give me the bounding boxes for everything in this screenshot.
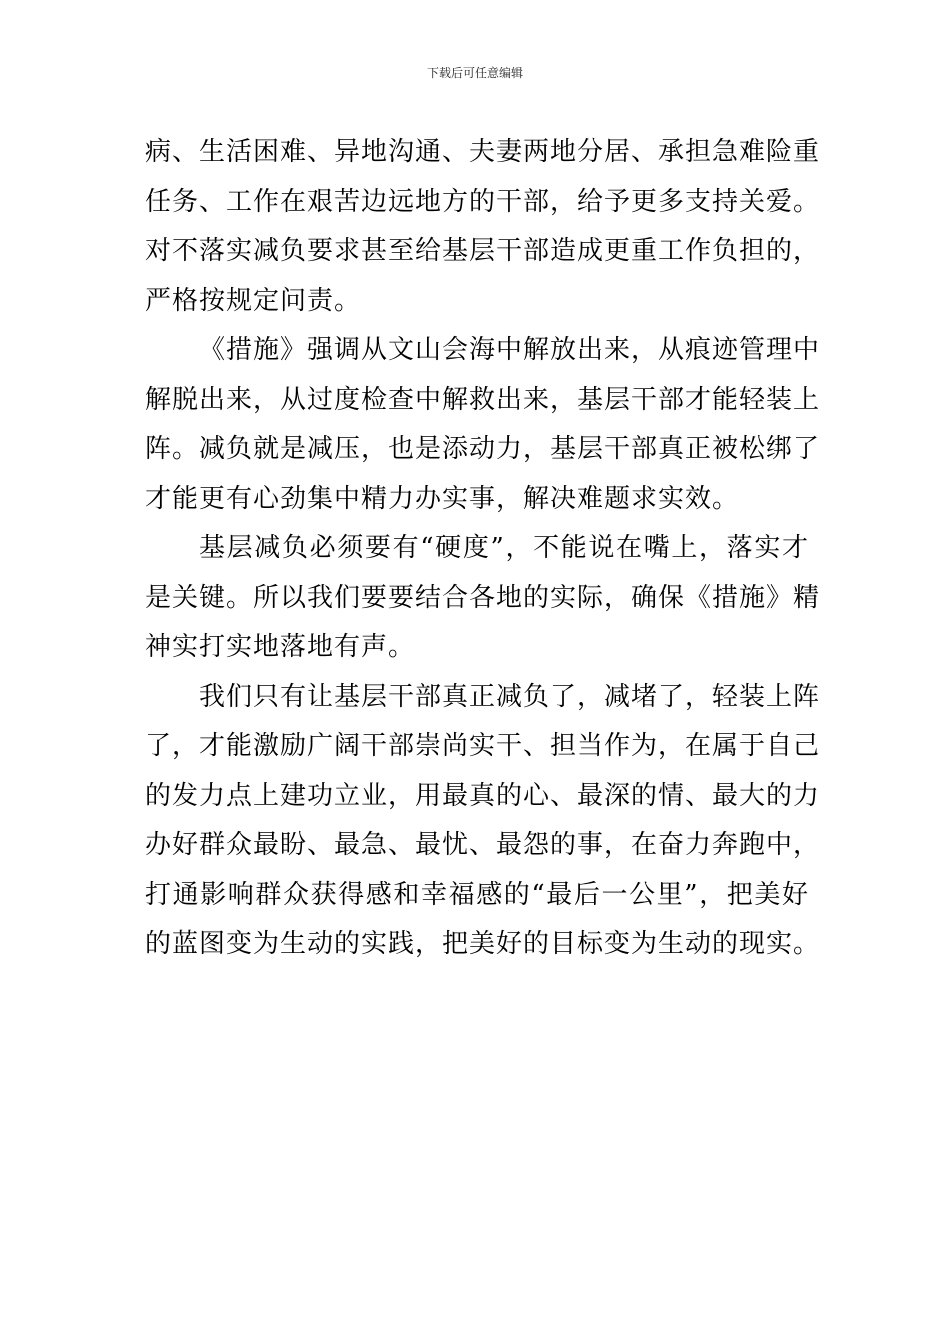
text-line: 病、生活困难、异地沟通、夫妻两地分居、承担急难险重: [145, 137, 821, 167]
text-line: 对不落实减负要求甚至给基层干部造成更重工作负担的，: [145, 236, 821, 266]
text-line: 的发力点上建功立业，用最真的心、最深的情、最大的力: [145, 780, 821, 811]
text-line: 神实打实地落地有声。: [145, 632, 416, 662]
text-line: 了，才能激励广阔干部崇尚实干、担当作为，在属于自己: [145, 731, 821, 761]
paragraph-1: [145, 128, 821, 326]
paragraph-3: [145, 524, 821, 673]
text-line: 《措施》强调从文山会海中解放出来，从痕迹管理中: [199, 335, 821, 365]
document-body: [145, 128, 821, 970]
text-line: 任务、工作在艰苦边远地方的干部，给予更多支持关爱。: [145, 186, 821, 217]
text-line: 办好群众最盼、最急、最忧、最怨的事，在奋力奔跑中，: [145, 830, 821, 860]
page-header: 下载后可任意编辑: [426, 66, 523, 80]
text-line: 阵。减负就是减压，也是添动力，基层干部真正被松绑了: [145, 434, 821, 464]
paragraph-2: [145, 326, 821, 524]
text-line: 严格按规定问责。: [145, 285, 362, 316]
text-line: 才能更有心劲集中精力办实事，解决难题求实效。: [145, 483, 740, 514]
text-line: 是关键。所以我们要要结合各地的实际，确保《措施》精: [145, 582, 821, 613]
text-line: 解脱出来，从过度检查中解救出来，基层干部才能轻装上: [145, 384, 821, 415]
paragraph-4: [145, 673, 821, 970]
text-line: 打通影响群众获得感和幸福感的“最后一公里”，把美好: [145, 879, 809, 910]
text-line: 我们只有让基层干部真正减负了，减堵了，轻装上阵: [199, 681, 821, 712]
text-line: 的蓝图变为生动的实践，把美好的目标变为生动的现实。: [145, 929, 821, 959]
text-line: 基层减负必须要有“硬度”，不能说在嘴上，落实才: [199, 533, 809, 563]
